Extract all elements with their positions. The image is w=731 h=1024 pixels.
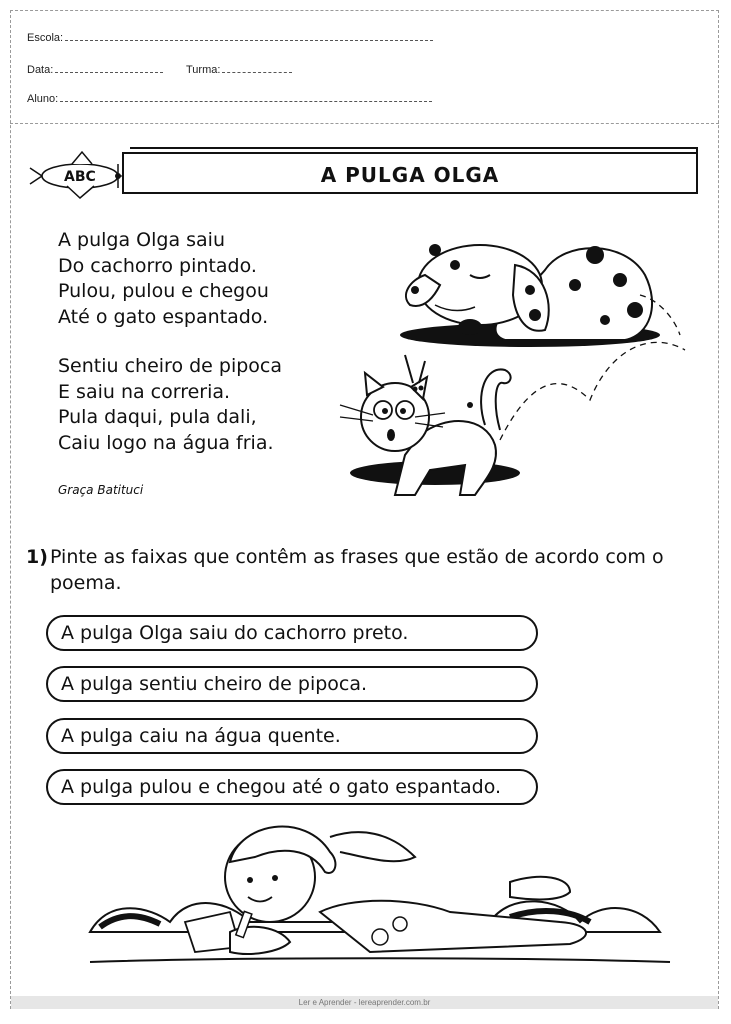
poem-line: Até o gato espantado.: [58, 305, 269, 328]
answer-strip[interactable]: A pulga Olga saiu do cachorro preto.: [46, 615, 538, 651]
school-line[interactable]: [65, 31, 433, 41]
girl-reading-illustration: [90, 812, 670, 992]
poem-line: A pulga Olga saiu: [58, 229, 226, 251]
poem-line: Do cachorro pintado.: [58, 254, 257, 277]
poem-line: E saiu na correria.: [58, 380, 231, 403]
student-line[interactable]: [60, 92, 432, 102]
poem-line: Pula daqui, pula dali,: [58, 406, 257, 428]
poem-line: Caiu logo na água fria.: [58, 431, 274, 454]
school-label: Escola:: [27, 32, 64, 44]
title-banner: [122, 152, 698, 194]
plane-letters: ABC: [64, 169, 96, 185]
date-field[interactable]: [27, 63, 163, 76]
question-number: 1): [26, 546, 48, 568]
poem-stanza-1: [58, 228, 269, 330]
date-label: Data:: [27, 64, 54, 76]
class-line[interactable]: [222, 63, 292, 73]
jump-trail: [500, 290, 700, 450]
date-line[interactable]: [55, 63, 163, 73]
poem-author: Graça Batituci: [58, 483, 144, 497]
class-label: Turma:: [186, 64, 221, 76]
answer-strip[interactable]: A pulga pulou e chegou até o gato espantado.: [46, 769, 538, 805]
class-field[interactable]: [186, 63, 292, 76]
student-field[interactable]: [27, 92, 432, 105]
student-label: Aluno:: [27, 93, 59, 105]
cat-illustration: [335, 355, 525, 515]
poem-line: Pulou, pulou e chegou: [58, 280, 269, 302]
answer-strip[interactable]: A pulga caiu na água quente.: [46, 718, 538, 754]
answer-strip[interactable]: A pulga sentiu cheiro de pipoca.: [46, 666, 538, 702]
airplane-icon: [22, 150, 132, 200]
question-text: Pinte as faixas que contêm as frases que estão de acordo com o poema.: [50, 546, 664, 594]
header-separator: [10, 123, 719, 124]
footer: Ler e Aprender - lereaprender.com.br: [11, 996, 718, 1009]
school-field[interactable]: [27, 31, 433, 44]
page-title: A PULGA OLGA: [320, 163, 500, 187]
poem-stanza-2: [58, 354, 282, 456]
poem-line: Sentiu cheiro de pipoca: [58, 355, 283, 377]
